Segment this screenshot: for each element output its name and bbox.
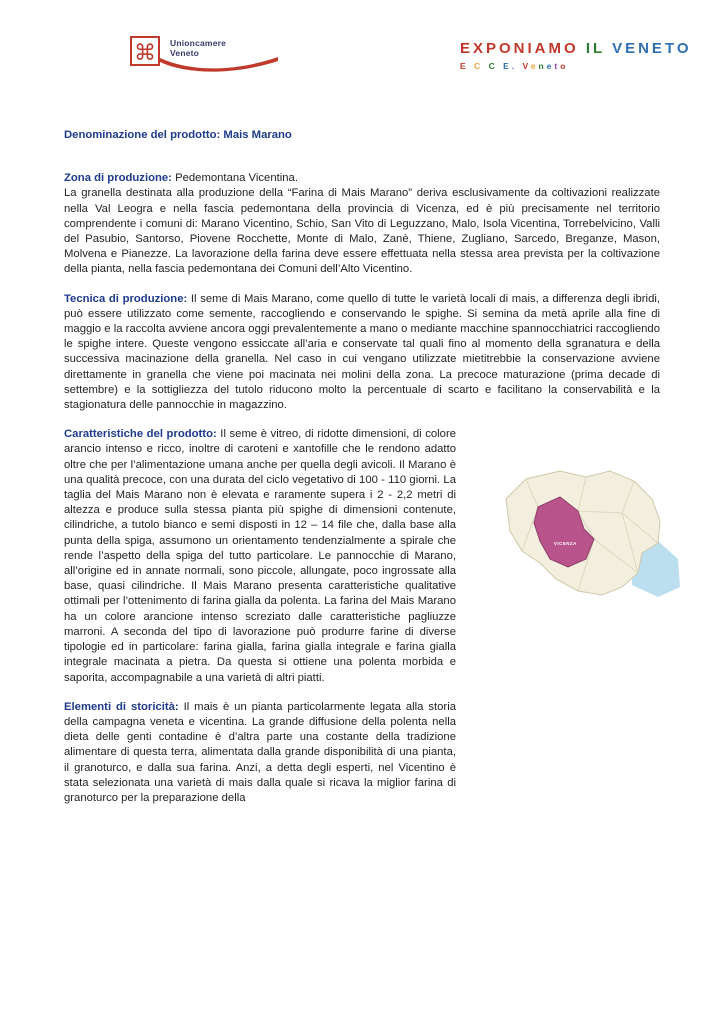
exponiamo-word-3: VENETO [612, 40, 692, 57]
section-label-zona: Zona di produzione [64, 172, 169, 185]
ecce-veneto-subtitle: E C C E. Veneto [460, 61, 569, 71]
unioncamere-logo-text [170, 36, 226, 58]
exponiamo-title [460, 40, 692, 57]
section-caratteristiche-body: Il seme è vitreo, di ridotte dimensioni, di colore arancio intenso e ricco, inoltre di caroteni e xantofille che le rendono adatto oltre che per l’alimentazione umana anche per quella degli avicoli. Il Marano è una qualità precoce, con una durata del ciclo vegetativo di 100 - 110 giorni. La taglia del Mais Marano non è elevata e raramente supera i 2 - 2,2 metri di altezza e produce sulla stessa pianta più spighe di dimensioni contenute, cilindriche, a tutolo bianco e semi disposti in 12 – 14 file che, dalla base alla punta della spiga, assumono un orientamento tendenzialmente a spirale che rende l’aspetto della spiga del tutto particolare. Le pannocchie di Marano, all’origine ed in annate normali, sono piccole, allungate, poco ingrossate alla base, quasi cilindriche. Il Mais Marano presenta caratteristiche qualitative ottimali per l’ottenimento di farina gialla da polenta. La farina del Mais Marano ha un colore arancione intenso screziato dalle caratteristiche pagliuzze marroni. A seconda del tipo di lavorazione può produrre farine di diverse tipologie ed in particolare: farina gialla, farina gialla integrale e farina gialla integrale macinata a pietra. Da questa si ottiene una polenta morbida e saporita, accompagnabile a una varietà di altri piatti. [64, 428, 456, 684]
exponiamo-word-2: IL [585, 40, 605, 57]
section-label-tecnica: Tecnica di produzione [64, 292, 184, 305]
section-label-storicita-suffix: : [174, 700, 179, 713]
exponiamo-il-veneto-logo [460, 40, 692, 71]
unioncamere-logo-line2: Veneto [170, 48, 200, 58]
section-zona-body: La granella destinata alla produzione della “Farina di Mais Marano” deriva esclusivamente da coltivazioni realizzate nella Val Leogra e nella fascia pedemontana della provincia di Vicenza, ed è più precisamente nel territorio comprendente i comuni di: Marano Vicentino, Schio, San Vito di Leguzzano, Malo, Isola Vicentina, Torrebelvicino, Valli del Pasubio, Santorso, Piovene Rocchette, Monte di Malo, Zanè, Thiene, Zugliano, Sarcedo, Breganze, Mason, Molvena e Pianezze. La lavorazione della farina deve essere effettuata nella stessa area prevista per la coltivazione della pianta, nella fascia pedemontana dei Comuni dell’Alto Vicentino. [64, 187, 660, 276]
veneto-map-svg [482, 455, 698, 615]
section-caratteristiche-del-prodotto [64, 427, 456, 685]
veneto-region-map [482, 455, 698, 615]
section-tecnica-body: Il seme di Mais Marano, come quello di tutte le varietà locali di mais, a differenza degli ibridi, può essere utilizzato come semente, raccogliendo e conservando le spighe. Si semina da metà aprile alla fine di maggio e la raccolta avviene ancora oggi prevalentemente a mano o mediante macchine spannocchiatrici raccogliendo le spighe intere. Queste vengono essiccate all’aria e conservate tal quali fino al momento della sgranatura e della successiva macinazione della granella. Nel caso in cui vengano utilizzate mietitrebbie la conservazione avviene direttamente in granella che viene poi macinata nei molini della zona. La precoce maturazione (prima decade di settembre) e la sottigliezza del tutolo riducono molto la percentuale di scarto e facilitano la conservabilità e la stagionatura delle pannocchie in magazzino. [64, 292, 660, 412]
unioncamere-logo-mark: ⌘ [130, 36, 160, 66]
section-label-zona-suffix: : [168, 172, 172, 185]
section-elementi-di-storicita [64, 700, 456, 806]
section-label-storicita: Elementi di storicità [64, 700, 175, 713]
document-content [64, 86, 660, 806]
section-storicita-body: Il mais è un pianta particolarmente legata alla storia della campagna veneta e vicentina. La grande diffusione della polenta nella dieta delle genti contadine è d’altra parte una costante della tradizione alimentare di questa terra, alimentata dalla grande disponibilità di una pianta, il granoturco, e dalla sua farina. Anzi, a detta degli esperti, nel Vicentino è stata selezionata una varietà di mais dalla quale si ricava la miglior farina di granoturco per la preparazione della [64, 700, 456, 804]
section-label-caratteristiche: Caratteristiche del prodotto: [64, 428, 217, 441]
page-title: Denominazione del prodotto: Mais Marano [64, 129, 292, 141]
section-zona-lead: Pedemontana Vicentina. [171, 172, 298, 185]
unioncamere-logo-line1: Unioncamere [170, 38, 227, 48]
section-zona-di-produzione [64, 171, 660, 277]
map-province-label: VICENZA [554, 541, 577, 546]
section-tecnica-di-produzione [64, 292, 660, 414]
logo-swoosh-decoration [160, 56, 280, 72]
document-header [64, 0, 692, 86]
section-label-tecnica-suffix: : [183, 292, 188, 305]
exponiamo-word-1: EXPONIAMO [460, 40, 579, 57]
